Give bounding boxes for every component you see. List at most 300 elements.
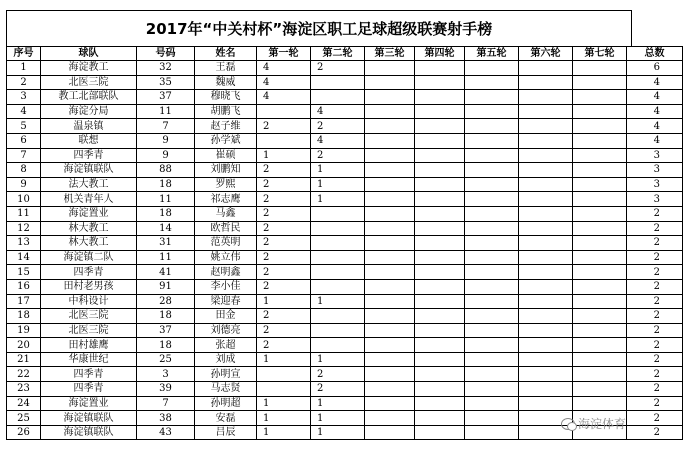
cell-round-6 xyxy=(519,323,573,338)
cell-round-3 xyxy=(365,90,415,105)
cell-round-4 xyxy=(415,90,465,105)
cell-round-4 xyxy=(415,236,465,251)
cell-round-3 xyxy=(365,396,415,411)
cell-name: 范英明 xyxy=(195,236,257,251)
cell-round-2 xyxy=(311,309,365,324)
col-header-round-2: 第二轮 xyxy=(311,47,365,61)
cell-round-6 xyxy=(519,367,573,382)
cell-round-1: 1 xyxy=(257,294,311,309)
cell-round-3 xyxy=(365,352,415,367)
col-header-round-1: 第一轮 xyxy=(257,47,311,61)
cell-round-2: 1 xyxy=(311,396,365,411)
cell-round-6 xyxy=(519,206,573,221)
cell-no: 1 xyxy=(7,61,41,76)
cell-round-2: 4 xyxy=(311,104,365,119)
cell-team: 海淀教工 xyxy=(41,61,137,76)
cell-team: 教工北部联队 xyxy=(41,90,137,105)
cell-round-3 xyxy=(365,279,415,294)
cell-team: 田村老男孩 xyxy=(41,279,137,294)
cell-round-2: 4 xyxy=(311,133,365,148)
cell-total: 4 xyxy=(627,104,683,119)
cell-round-2 xyxy=(311,279,365,294)
cell-total: 4 xyxy=(627,75,683,90)
cell-round-5 xyxy=(465,367,519,382)
cell-name: 胡鹏飞 xyxy=(195,104,257,119)
cell-name: 欧哲民 xyxy=(195,221,257,236)
table-row xyxy=(7,177,683,192)
cell-round-1: 2 xyxy=(257,338,311,353)
cell-round-7 xyxy=(573,221,627,236)
cell-round-2 xyxy=(311,265,365,280)
cell-round-6 xyxy=(519,61,573,76)
cell-number: 37 xyxy=(137,323,195,338)
table-row xyxy=(7,250,683,265)
cell-name: 孙明超 xyxy=(195,396,257,411)
cell-name: 王磊 xyxy=(195,61,257,76)
cell-no: 24 xyxy=(7,396,41,411)
cell-name: 孙明宣 xyxy=(195,367,257,382)
cell-round-4 xyxy=(415,323,465,338)
cell-round-4 xyxy=(415,177,465,192)
cell-round-7 xyxy=(573,133,627,148)
table-row xyxy=(7,206,683,221)
cell-round-2 xyxy=(311,236,365,251)
cell-round-7 xyxy=(573,309,627,324)
table-row xyxy=(7,294,683,309)
table-row xyxy=(7,61,683,76)
cell-round-4 xyxy=(415,221,465,236)
table-row xyxy=(7,382,683,397)
col-header-number: 号码 xyxy=(137,47,195,61)
cell-round-2 xyxy=(311,90,365,105)
cell-round-7 xyxy=(573,367,627,382)
cell-round-3 xyxy=(365,425,415,440)
cell-round-1: 4 xyxy=(257,90,311,105)
table-row xyxy=(7,192,683,207)
cell-round-5 xyxy=(465,279,519,294)
cell-number: 18 xyxy=(137,177,195,192)
col-header-name: 姓名 xyxy=(195,47,257,61)
cell-number: 35 xyxy=(137,75,195,90)
cell-round-2 xyxy=(311,75,365,90)
cell-round-6 xyxy=(519,294,573,309)
table-row xyxy=(7,133,683,148)
cell-round-6 xyxy=(519,90,573,105)
cell-team: 海淀分局 xyxy=(41,104,137,119)
cell-no: 12 xyxy=(7,221,41,236)
cell-round-3 xyxy=(365,265,415,280)
cell-no: 14 xyxy=(7,250,41,265)
cell-round-1: 2 xyxy=(257,279,311,294)
scorers-table xyxy=(6,46,683,440)
cell-round-4 xyxy=(415,309,465,324)
cell-round-2: 1 xyxy=(311,294,365,309)
cell-total: 6 xyxy=(627,61,683,76)
cell-round-7 xyxy=(573,192,627,207)
cell-team: 北医三院 xyxy=(41,75,137,90)
cell-round-5 xyxy=(465,75,519,90)
cell-name: 崔硕 xyxy=(195,148,257,163)
cell-team: 温泉镇 xyxy=(41,119,137,134)
cell-no: 18 xyxy=(7,309,41,324)
cell-round-6 xyxy=(519,104,573,119)
cell-team: 海淀置业 xyxy=(41,396,137,411)
cell-round-3 xyxy=(365,206,415,221)
cell-number: 41 xyxy=(137,265,195,280)
cell-number: 9 xyxy=(137,148,195,163)
cell-number: 31 xyxy=(137,236,195,251)
cell-name: 孙学斌 xyxy=(195,133,257,148)
cell-round-3 xyxy=(365,236,415,251)
cell-round-1: 2 xyxy=(257,206,311,221)
cell-total: 2 xyxy=(627,425,683,440)
col-header-round-7: 第七轮 xyxy=(573,47,627,61)
cell-round-7 xyxy=(573,294,627,309)
cell-round-1: 1 xyxy=(257,352,311,367)
cell-round-4 xyxy=(415,163,465,178)
cell-name: 李小佳 xyxy=(195,279,257,294)
cell-round-4 xyxy=(415,425,465,440)
cell-round-7 xyxy=(573,352,627,367)
cell-number: 18 xyxy=(137,309,195,324)
cell-round-5 xyxy=(465,148,519,163)
table-row xyxy=(7,221,683,236)
col-header-team: 球队 xyxy=(41,47,137,61)
cell-round-6 xyxy=(519,133,573,148)
cell-number: 7 xyxy=(137,396,195,411)
cell-number: 43 xyxy=(137,425,195,440)
cell-round-5 xyxy=(465,61,519,76)
cell-round-6 xyxy=(519,236,573,251)
cell-team: 海淀镇联队 xyxy=(41,425,137,440)
cell-name: 姚立伟 xyxy=(195,250,257,265)
cell-number: 28 xyxy=(137,294,195,309)
cell-no: 6 xyxy=(7,133,41,148)
cell-total: 4 xyxy=(627,119,683,134)
cell-number: 18 xyxy=(137,338,195,353)
cell-team: 机关青年人 xyxy=(41,192,137,207)
cell-team: 四季青 xyxy=(41,382,137,397)
cell-no: 9 xyxy=(7,177,41,192)
cell-round-7 xyxy=(573,250,627,265)
cell-no: 15 xyxy=(7,265,41,280)
cell-round-5 xyxy=(465,265,519,280)
cell-round-2: 2 xyxy=(311,61,365,76)
cell-round-6 xyxy=(519,177,573,192)
cell-round-2 xyxy=(311,323,365,338)
col-header-round-5: 第五轮 xyxy=(465,47,519,61)
cell-no: 4 xyxy=(7,104,41,119)
table-row xyxy=(7,236,683,251)
cell-total: 3 xyxy=(627,192,683,207)
cell-round-2: 2 xyxy=(311,367,365,382)
cell-round-2 xyxy=(311,206,365,221)
watermark xyxy=(561,415,626,432)
cell-round-2: 1 xyxy=(311,411,365,426)
cell-no: 16 xyxy=(7,279,41,294)
cell-round-5 xyxy=(465,192,519,207)
cell-round-1: 1 xyxy=(257,148,311,163)
cell-team: 林大教工 xyxy=(41,221,137,236)
cell-round-1 xyxy=(257,367,311,382)
cell-round-6 xyxy=(519,148,573,163)
cell-name: 刘德亮 xyxy=(195,323,257,338)
table-row xyxy=(7,90,683,105)
watermark-text: 海淀体育 xyxy=(577,417,626,431)
cell-round-4 xyxy=(415,338,465,353)
cell-round-1: 2 xyxy=(257,177,311,192)
cell-no: 20 xyxy=(7,338,41,353)
cell-team: 海淀镇联队 xyxy=(41,163,137,178)
table-row xyxy=(7,104,683,119)
table-row xyxy=(7,265,683,280)
cell-number: 88 xyxy=(137,163,195,178)
cell-round-6 xyxy=(519,382,573,397)
cell-round-3 xyxy=(365,177,415,192)
cell-total: 2 xyxy=(627,323,683,338)
table-row xyxy=(7,279,683,294)
cell-no: 3 xyxy=(7,90,41,105)
cell-round-4 xyxy=(415,119,465,134)
cell-total: 3 xyxy=(627,177,683,192)
cell-round-2 xyxy=(311,250,365,265)
cell-total: 2 xyxy=(627,396,683,411)
cell-round-6 xyxy=(519,309,573,324)
cell-round-7 xyxy=(573,338,627,353)
cell-round-2: 2 xyxy=(311,382,365,397)
cell-round-3 xyxy=(365,163,415,178)
cell-round-1 xyxy=(257,104,311,119)
cell-round-3 xyxy=(365,221,415,236)
cell-round-4 xyxy=(415,382,465,397)
cell-round-6 xyxy=(519,250,573,265)
cell-round-6 xyxy=(519,75,573,90)
cell-name: 马志贤 xyxy=(195,382,257,397)
table-row xyxy=(7,75,683,90)
cell-total: 2 xyxy=(627,221,683,236)
cell-round-7 xyxy=(573,104,627,119)
cell-round-3 xyxy=(365,294,415,309)
cell-team: 法大教工 xyxy=(41,177,137,192)
cell-team: 林大教工 xyxy=(41,236,137,251)
table-row xyxy=(7,163,683,178)
table-row xyxy=(7,148,683,163)
cell-round-2 xyxy=(311,338,365,353)
cell-round-5 xyxy=(465,338,519,353)
cell-name: 穆晓飞 xyxy=(195,90,257,105)
cell-round-1: 1 xyxy=(257,396,311,411)
cell-round-1: 1 xyxy=(257,425,311,440)
cell-total: 2 xyxy=(627,367,683,382)
cell-total: 4 xyxy=(627,133,683,148)
cell-round-3 xyxy=(365,309,415,324)
cell-number: 11 xyxy=(137,192,195,207)
cell-total: 3 xyxy=(627,163,683,178)
cell-round-6 xyxy=(519,221,573,236)
cell-total: 2 xyxy=(627,382,683,397)
cell-round-3 xyxy=(365,382,415,397)
cell-round-4 xyxy=(415,61,465,76)
cell-round-6 xyxy=(519,338,573,353)
cell-team: 四季青 xyxy=(41,367,137,382)
cell-round-3 xyxy=(365,338,415,353)
cell-number: 39 xyxy=(137,382,195,397)
cell-team: 海淀镇二队 xyxy=(41,250,137,265)
cell-round-7 xyxy=(573,265,627,280)
cell-round-2: 2 xyxy=(311,119,365,134)
cell-round-6 xyxy=(519,352,573,367)
cell-round-1: 2 xyxy=(257,265,311,280)
cell-no: 2 xyxy=(7,75,41,90)
cell-team: 海淀置业 xyxy=(41,206,137,221)
cell-total: 2 xyxy=(627,265,683,280)
cell-round-3 xyxy=(365,148,415,163)
cell-round-5 xyxy=(465,133,519,148)
cell-round-4 xyxy=(415,148,465,163)
cell-name: 张超 xyxy=(195,338,257,353)
cell-team: 四季青 xyxy=(41,148,137,163)
cell-number: 91 xyxy=(137,279,195,294)
cell-team: 华康世纪 xyxy=(41,352,137,367)
cell-round-7 xyxy=(573,396,627,411)
table-row xyxy=(7,323,683,338)
cell-total: 2 xyxy=(627,294,683,309)
cell-round-1: 2 xyxy=(257,323,311,338)
cell-round-1: 1 xyxy=(257,411,311,426)
cell-name: 梁迎春 xyxy=(195,294,257,309)
cell-round-2: 1 xyxy=(311,425,365,440)
cell-name: 魏威 xyxy=(195,75,257,90)
cell-name: 田金 xyxy=(195,309,257,324)
table-row xyxy=(7,119,683,134)
cell-round-5 xyxy=(465,309,519,324)
cell-round-7 xyxy=(573,90,627,105)
cell-number: 37 xyxy=(137,90,195,105)
cell-no: 19 xyxy=(7,323,41,338)
cell-no: 22 xyxy=(7,367,41,382)
cell-round-1 xyxy=(257,382,311,397)
cell-round-3 xyxy=(365,104,415,119)
cell-number: 3 xyxy=(137,367,195,382)
cell-round-5 xyxy=(465,236,519,251)
cell-round-2 xyxy=(311,221,365,236)
cell-round-3 xyxy=(365,411,415,426)
cell-round-5 xyxy=(465,352,519,367)
cell-round-5 xyxy=(465,294,519,309)
cell-round-5 xyxy=(465,90,519,105)
cell-no: 8 xyxy=(7,163,41,178)
cell-round-1 xyxy=(257,133,311,148)
cell-round-4 xyxy=(415,411,465,426)
cell-round-4 xyxy=(415,294,465,309)
cell-round-1: 4 xyxy=(257,75,311,90)
cell-total: 2 xyxy=(627,206,683,221)
wechat-icon xyxy=(561,418,575,430)
cell-total: 2 xyxy=(627,411,683,426)
cell-round-3 xyxy=(365,250,415,265)
cell-number: 11 xyxy=(137,250,195,265)
cell-round-2: 1 xyxy=(311,352,365,367)
cell-round-5 xyxy=(465,221,519,236)
cell-round-7 xyxy=(573,119,627,134)
cell-no: 26 xyxy=(7,425,41,440)
cell-round-2: 1 xyxy=(311,163,365,178)
col-header-round-3: 第三轮 xyxy=(365,47,415,61)
cell-round-5 xyxy=(465,104,519,119)
cell-round-3 xyxy=(365,61,415,76)
cell-round-7 xyxy=(573,177,627,192)
col-header-no: 序号 xyxy=(7,47,41,61)
header-row xyxy=(7,47,683,61)
cell-name: 马鑫 xyxy=(195,206,257,221)
cell-round-4 xyxy=(415,75,465,90)
cell-round-4 xyxy=(415,250,465,265)
cell-team: 中科设计 xyxy=(41,294,137,309)
cell-round-3 xyxy=(365,323,415,338)
cell-round-4 xyxy=(415,192,465,207)
col-header-round-6: 第六轮 xyxy=(519,47,573,61)
cell-team: 四季青 xyxy=(41,265,137,280)
cell-round-2: 1 xyxy=(311,177,365,192)
cell-team: 联想 xyxy=(41,133,137,148)
cell-no: 23 xyxy=(7,382,41,397)
cell-round-7 xyxy=(573,61,627,76)
cell-round-6 xyxy=(519,119,573,134)
cell-round-7 xyxy=(573,163,627,178)
cell-number: 7 xyxy=(137,119,195,134)
cell-round-5 xyxy=(465,163,519,178)
cell-round-7 xyxy=(573,206,627,221)
cell-name: 安磊 xyxy=(195,411,257,426)
cell-round-7 xyxy=(573,382,627,397)
cell-round-5 xyxy=(465,396,519,411)
cell-no: 21 xyxy=(7,352,41,367)
cell-number: 38 xyxy=(137,411,195,426)
cell-round-3 xyxy=(365,119,415,134)
cell-no: 11 xyxy=(7,206,41,221)
cell-round-6 xyxy=(519,163,573,178)
cell-round-5 xyxy=(465,323,519,338)
col-header-total: 总数 xyxy=(627,47,683,61)
table-row xyxy=(7,367,683,382)
cell-team: 北医三院 xyxy=(41,323,137,338)
cell-round-6 xyxy=(519,265,573,280)
cell-no: 10 xyxy=(7,192,41,207)
cell-team: 北医三院 xyxy=(41,309,137,324)
cell-total: 2 xyxy=(627,236,683,251)
table-row xyxy=(7,396,683,411)
cell-round-5 xyxy=(465,411,519,426)
cell-round-1: 4 xyxy=(257,61,311,76)
cell-number: 9 xyxy=(137,133,195,148)
cell-total: 2 xyxy=(627,338,683,353)
cell-round-4 xyxy=(415,396,465,411)
cell-total: 2 xyxy=(627,279,683,294)
cell-round-1: 2 xyxy=(257,163,311,178)
cell-total: 2 xyxy=(627,309,683,324)
cell-number: 25 xyxy=(137,352,195,367)
cell-round-1: 2 xyxy=(257,192,311,207)
cell-round-1: 2 xyxy=(257,119,311,134)
table-row xyxy=(7,338,683,353)
cell-round-6 xyxy=(519,396,573,411)
cell-round-6 xyxy=(519,192,573,207)
cell-round-1: 2 xyxy=(257,309,311,324)
cell-round-4 xyxy=(415,352,465,367)
cell-total: 2 xyxy=(627,250,683,265)
col-header-round-4: 第四轮 xyxy=(415,47,465,61)
cell-name: 赵子维 xyxy=(195,119,257,134)
